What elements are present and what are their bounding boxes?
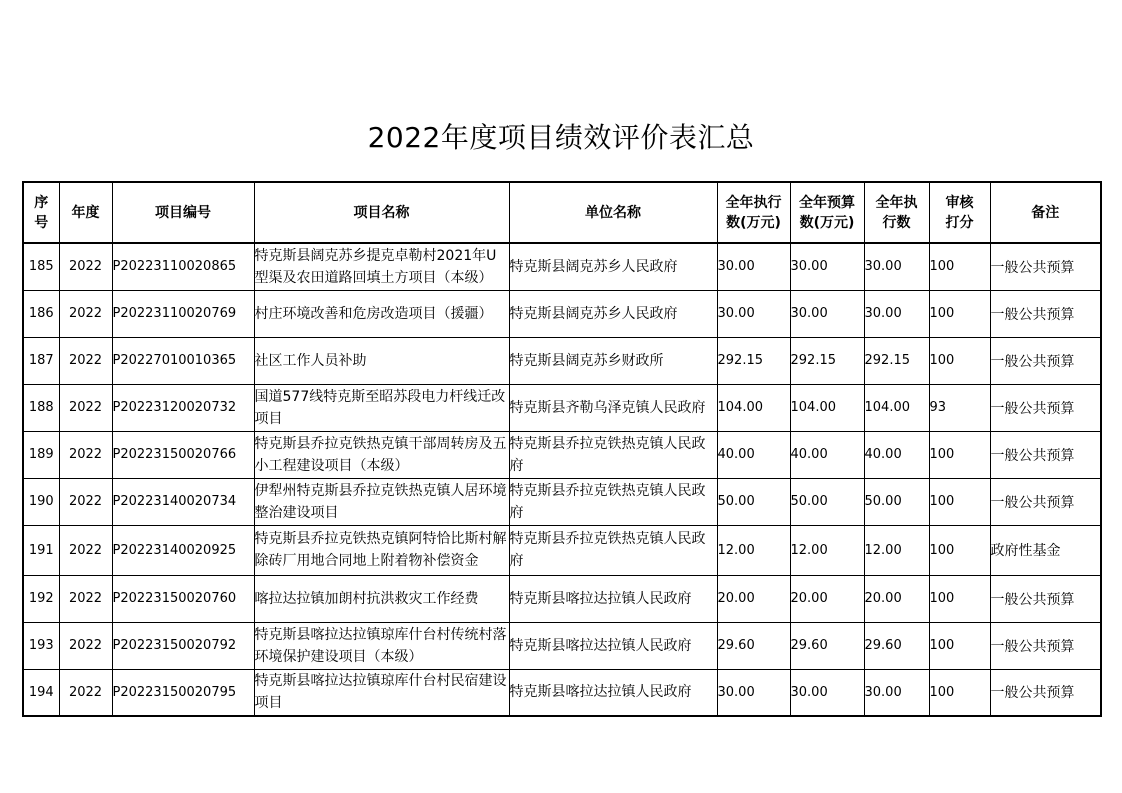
row-remark: 一般公共预算 — [990, 478, 1101, 525]
row-project-name: 特克斯县喀拉达拉镇琼库什台村传统村落环境保护建设项目（本级） — [254, 622, 509, 669]
row-budget-amount: 40.00 — [790, 431, 864, 478]
table-row — [23, 622, 1101, 669]
row-project-name: 村庄环境改善和危房改造项目（援疆） — [254, 290, 509, 337]
row-year: 2022 — [59, 243, 112, 290]
header-score: 审核打分 — [929, 182, 990, 243]
row-exec-amount: 12.00 — [717, 525, 790, 575]
row-unit-name: 特克斯县喀拉达拉镇人民政府 — [509, 669, 717, 716]
row-project-name: 国道577线特克斯至昭苏段电力杆线迁改项目 — [254, 384, 509, 431]
table-row — [23, 290, 1101, 337]
row-year: 2022 — [59, 337, 112, 384]
row-exec-amount: 50.00 — [717, 478, 790, 525]
row-code: P20223140020925 — [112, 525, 254, 575]
row-project-name: 特克斯县乔拉克铁热克镇干部周转房及五小工程建设项目（本级） — [254, 431, 509, 478]
row-budget-amount: 30.00 — [790, 669, 864, 716]
header-exec: 全年执行数(万元) — [717, 182, 790, 243]
row-budget-amount: 29.60 — [790, 622, 864, 669]
header-remark: 备注 — [990, 182, 1101, 243]
row-unit-name: 特克斯县阔克苏乡人民政府 — [509, 243, 717, 290]
row-score: 100 — [929, 431, 990, 478]
row-exec-count: 30.00 — [864, 290, 929, 337]
row-remark: 一般公共预算 — [990, 384, 1101, 431]
row-score: 100 — [929, 290, 990, 337]
row-score: 100 — [929, 243, 990, 290]
row-remark: 一般公共预算 — [990, 622, 1101, 669]
header-seq: 序号 — [23, 182, 59, 243]
row-year: 2022 — [59, 575, 112, 622]
row-seq: 189 — [23, 431, 59, 478]
row-remark: 一般公共预算 — [990, 431, 1101, 478]
row-year: 2022 — [59, 622, 112, 669]
row-remark: 一般公共预算 — [990, 290, 1101, 337]
row-budget-amount: 50.00 — [790, 478, 864, 525]
row-year: 2022 — [59, 478, 112, 525]
row-unit-name: 特克斯县乔拉克铁热克镇人民政府 — [509, 525, 717, 575]
row-remark: 一般公共预算 — [990, 575, 1101, 622]
table-row — [23, 384, 1101, 431]
row-code: P20223150020760 — [112, 575, 254, 622]
row-exec-amount: 30.00 — [717, 243, 790, 290]
row-exec-count: 292.15 — [864, 337, 929, 384]
row-budget-amount: 104.00 — [790, 384, 864, 431]
row-seq: 192 — [23, 575, 59, 622]
row-budget-amount: 12.00 — [790, 525, 864, 575]
row-budget-amount: 30.00 — [790, 243, 864, 290]
row-code: P20223150020766 — [112, 431, 254, 478]
row-code: P20227010010365 — [112, 337, 254, 384]
row-code: P20223110020769 — [112, 290, 254, 337]
row-seq: 191 — [23, 525, 59, 575]
row-exec-amount: 30.00 — [717, 669, 790, 716]
row-seq: 185 — [23, 243, 59, 290]
row-budget-amount: 30.00 — [790, 290, 864, 337]
table-row — [23, 337, 1101, 384]
row-score: 100 — [929, 622, 990, 669]
row-exec-amount: 292.15 — [717, 337, 790, 384]
header-code: 项目编号 — [112, 182, 254, 243]
header-row — [23, 182, 1101, 243]
row-score: 93 — [929, 384, 990, 431]
row-seq: 194 — [23, 669, 59, 716]
row-score: 100 — [929, 575, 990, 622]
row-seq: 190 — [23, 478, 59, 525]
row-year: 2022 — [59, 384, 112, 431]
row-project-name: 喀拉达拉镇加朗村抗洪救灾工作经费 — [254, 575, 509, 622]
row-year: 2022 — [59, 669, 112, 716]
table-row — [23, 575, 1101, 622]
header-year: 年度 — [59, 182, 112, 243]
row-seq: 187 — [23, 337, 59, 384]
row-score: 100 — [929, 669, 990, 716]
row-project-name: 特克斯县喀拉达拉镇琼库什台村民宿建设项目 — [254, 669, 509, 716]
row-exec-amount: 40.00 — [717, 431, 790, 478]
row-year: 2022 — [59, 290, 112, 337]
header-unit: 单位名称 — [509, 182, 717, 243]
row-code: P20223150020792 — [112, 622, 254, 669]
header-name: 项目名称 — [254, 182, 509, 243]
row-exec-count: 20.00 — [864, 575, 929, 622]
row-seq: 188 — [23, 384, 59, 431]
row-project-name: 特克斯县乔拉克铁热克镇阿特恰比斯村解除砖厂用地合同地上附着物补偿资金 — [254, 525, 509, 575]
row-exec-count: 30.00 — [864, 669, 929, 716]
row-code: P20223110020865 — [112, 243, 254, 290]
header-exec-count: 全年执行数 — [864, 182, 929, 243]
row-unit-name: 特克斯县喀拉达拉镇人民政府 — [509, 622, 717, 669]
row-unit-name: 特克斯县乔拉克铁热克镇人民政府 — [509, 431, 717, 478]
row-seq: 186 — [23, 290, 59, 337]
table-row — [23, 525, 1101, 575]
row-code: P20223140020734 — [112, 478, 254, 525]
row-score: 100 — [929, 525, 990, 575]
row-exec-amount: 20.00 — [717, 575, 790, 622]
row-remark: 一般公共预算 — [990, 669, 1101, 716]
row-exec-amount: 29.60 — [717, 622, 790, 669]
table-row — [23, 431, 1101, 478]
row-unit-name: 特克斯县阔克苏乡财政所 — [509, 337, 717, 384]
table-row — [23, 478, 1101, 525]
table-row — [23, 243, 1101, 290]
row-unit-name: 特克斯县乔拉克铁热克镇人民政府 — [509, 478, 717, 525]
row-remark: 一般公共预算 — [990, 337, 1101, 384]
row-project-name: 社区工作人员补助 — [254, 337, 509, 384]
row-exec-amount: 104.00 — [717, 384, 790, 431]
table-row — [23, 669, 1101, 716]
summary-table — [22, 181, 1102, 717]
row-unit-name: 特克斯县齐勒乌泽克镇人民政府 — [509, 384, 717, 431]
row-project-name: 特克斯县阔克苏乡提克卓勒村2021年U型渠及农田道路回填土方项目（本级） — [254, 243, 509, 290]
row-unit-name: 特克斯县阔克苏乡人民政府 — [509, 290, 717, 337]
header-budget: 全年预算数(万元) — [790, 182, 864, 243]
row-unit-name: 特克斯县喀拉达拉镇人民政府 — [509, 575, 717, 622]
row-exec-amount: 30.00 — [717, 290, 790, 337]
row-year: 2022 — [59, 431, 112, 478]
row-project-name: 伊犁州特克斯县乔拉克铁热克镇人居环境整治建设项目 — [254, 478, 509, 525]
row-remark: 政府性基金 — [990, 525, 1101, 575]
row-score: 100 — [929, 337, 990, 384]
row-code: P20223150020795 — [112, 669, 254, 716]
row-score: 100 — [929, 478, 990, 525]
row-exec-count: 50.00 — [864, 478, 929, 525]
row-remark: 一般公共预算 — [990, 243, 1101, 290]
row-budget-amount: 292.15 — [790, 337, 864, 384]
row-exec-count: 12.00 — [864, 525, 929, 575]
row-budget-amount: 20.00 — [790, 575, 864, 622]
row-exec-count: 40.00 — [864, 431, 929, 478]
page-title: 2022年度项目绩效评价表汇总 — [367, 121, 755, 154]
row-exec-count: 30.00 — [864, 243, 929, 290]
row-seq: 193 — [23, 622, 59, 669]
row-year: 2022 — [59, 525, 112, 575]
row-exec-count: 104.00 — [864, 384, 929, 431]
row-exec-count: 29.60 — [864, 622, 929, 669]
row-code: P20223120020732 — [112, 384, 254, 431]
